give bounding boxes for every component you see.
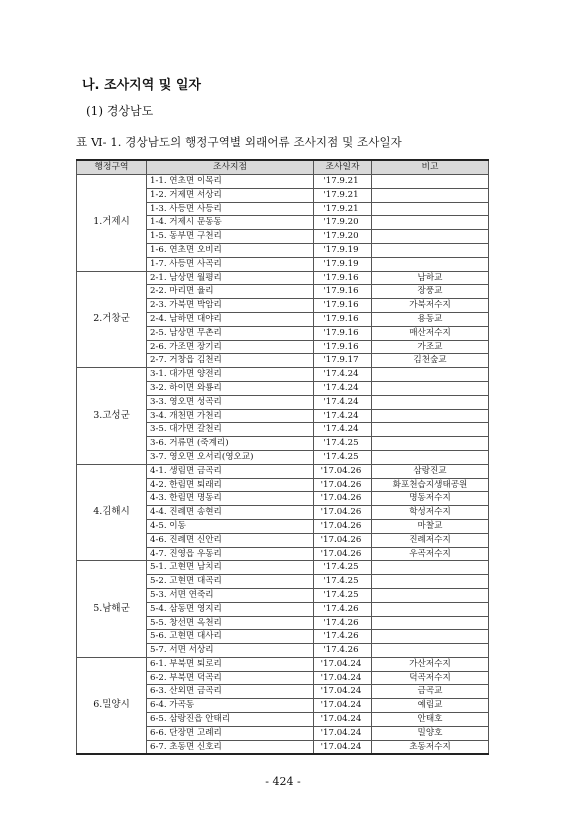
note-cell <box>372 230 489 244</box>
date-cell: '17.9.16 <box>314 299 372 313</box>
date-cell: '17.4.24 <box>314 423 372 437</box>
date-cell: '17.04.26 <box>314 464 372 478</box>
note-cell <box>372 437 489 451</box>
table-header-row <box>77 160 489 175</box>
site-cell: 3-3. 영오면 성곡리 <box>147 395 314 409</box>
date-cell: '17.04.24 <box>314 685 372 699</box>
date-cell: '17.9.17 <box>314 354 372 368</box>
site-cell: 2-3. 가북면 박암리 <box>147 299 314 313</box>
site-cell: 2-5. 남상면 무촌리 <box>147 326 314 340</box>
site-cell: 3-1. 대가면 양전리 <box>147 368 314 382</box>
note-cell <box>372 644 489 658</box>
date-cell: '17.04.24 <box>314 671 372 685</box>
date-cell: '17.4.24 <box>314 395 372 409</box>
date-cell: '17.4.25 <box>314 561 372 575</box>
site-cell: 6-5. 삼랑진읍 안태리 <box>147 713 314 727</box>
note-cell <box>372 409 489 423</box>
date-cell: '17.04.24 <box>314 657 372 671</box>
subsection-title: (1) 경상남도 <box>86 104 154 118</box>
header-note: 비고 <box>372 160 489 175</box>
note-cell <box>372 575 489 589</box>
note-cell: 가산저수지 <box>372 657 489 671</box>
header-date: 조사일자 <box>314 160 372 175</box>
survey-table <box>76 159 489 755</box>
date-cell: '17.4.26 <box>314 644 372 658</box>
region-cell: 2.거창군 <box>77 271 147 368</box>
site-cell: 3-7. 영오면 오서리(영오교) <box>147 450 314 464</box>
note-cell <box>372 450 489 464</box>
date-cell: '17.04.24 <box>314 726 372 740</box>
date-cell: '17.9.20 <box>314 216 372 230</box>
date-cell: '17.04.26 <box>314 547 372 561</box>
site-cell: 2-2. 마리면 율리 <box>147 285 314 299</box>
date-cell: '17.04.26 <box>314 478 372 492</box>
table-row <box>77 175 489 189</box>
note-cell <box>372 602 489 616</box>
date-cell: '17.04.26 <box>314 506 372 520</box>
date-cell: '17.4.24 <box>314 381 372 395</box>
date-cell: '17.04.24 <box>314 713 372 727</box>
note-cell: 덕곡저수지 <box>372 671 489 685</box>
header-site: 조사지점 <box>147 160 314 175</box>
site-cell: 6-3. 산외면 금곡리 <box>147 685 314 699</box>
date-cell: '17.9.21 <box>314 188 372 202</box>
date-cell: '17.9.19 <box>314 257 372 271</box>
site-cell: 5-3. 서면 연죽리 <box>147 588 314 602</box>
note-cell <box>372 588 489 602</box>
note-cell <box>372 395 489 409</box>
date-cell: '17.9.16 <box>314 326 372 340</box>
date-cell: '17.04.24 <box>314 740 372 754</box>
note-cell: 밀양호 <box>372 726 489 740</box>
note-cell <box>372 243 489 257</box>
site-cell: 2-4. 남하면 대야리 <box>147 312 314 326</box>
site-cell: 1-2. 거제면 서상리 <box>147 188 314 202</box>
note-cell <box>372 216 489 230</box>
site-cell: 3-4. 개천면 가천리 <box>147 409 314 423</box>
note-cell <box>372 630 489 644</box>
date-cell: '17.4.25 <box>314 437 372 451</box>
date-cell: '17.9.16 <box>314 285 372 299</box>
note-cell: 장풍교 <box>372 285 489 299</box>
table-body <box>77 175 489 755</box>
site-cell: 5-7. 서면 서상리 <box>147 644 314 658</box>
note-cell: 화포천습지생태공원 <box>372 478 489 492</box>
site-cell: 6-6. 단장면 고례리 <box>147 726 314 740</box>
date-cell: '17.04.26 <box>314 533 372 547</box>
note-cell <box>372 381 489 395</box>
note-cell <box>372 188 489 202</box>
date-cell: '17.4.26 <box>314 630 372 644</box>
site-cell: 6-7. 초동면 신호리 <box>147 740 314 754</box>
note-cell: 가조교 <box>372 340 489 354</box>
note-cell: 초동저수지 <box>372 740 489 754</box>
note-cell <box>372 561 489 575</box>
note-cell: 김천숲교 <box>372 354 489 368</box>
site-cell: 1-3. 사등면 사등리 <box>147 202 314 216</box>
region-cell: 4.김해시 <box>77 464 147 561</box>
region-cell: 5.남해군 <box>77 561 147 658</box>
date-cell: '17.9.21 <box>314 202 372 216</box>
note-cell <box>372 368 489 382</box>
site-cell: 1-6. 연초면 오비리 <box>147 243 314 257</box>
site-cell: 2-7. 거창읍 김천리 <box>147 354 314 368</box>
site-cell: 6-4. 가곡동 <box>147 699 314 713</box>
date-cell: '17.4.26 <box>314 602 372 616</box>
site-cell: 5-2. 고현면 대곡리 <box>147 575 314 589</box>
note-cell <box>372 202 489 216</box>
note-cell: 진례저수지 <box>372 533 489 547</box>
note-cell: 금곡교 <box>372 685 489 699</box>
site-cell: 5-6. 고현면 대사리 <box>147 630 314 644</box>
table-row <box>77 657 489 671</box>
site-cell: 2-1. 남상면 월평리 <box>147 271 314 285</box>
table-row <box>77 271 489 285</box>
note-cell: 매산저수지 <box>372 326 489 340</box>
date-cell: '17.4.25 <box>314 588 372 602</box>
date-cell: '17.9.16 <box>314 340 372 354</box>
region-cell: 1.거제시 <box>77 175 147 272</box>
date-cell: '17.04.26 <box>314 519 372 533</box>
date-cell: '17.9.20 <box>314 230 372 244</box>
date-cell: '17.4.25 <box>314 450 372 464</box>
site-cell: 4-2. 한림면 퇴래리 <box>147 478 314 492</box>
site-cell: 1-1. 연초면 이목리 <box>147 175 314 189</box>
site-cell: 4-7. 진영읍 우동리 <box>147 547 314 561</box>
site-cell: 4-5. 이동 <box>147 519 314 533</box>
date-cell: '17.9.21 <box>314 175 372 189</box>
site-cell: 6-1. 부북면 퇴로리 <box>147 657 314 671</box>
note-cell <box>372 616 489 630</box>
page-number: - 424 - <box>265 775 301 788</box>
date-cell: '17.04.24 <box>314 699 372 713</box>
note-cell: 가북저수지 <box>372 299 489 313</box>
date-cell: '17.9.19 <box>314 243 372 257</box>
site-cell: 4-3. 한림면 명동리 <box>147 492 314 506</box>
region-cell: 6.밀양시 <box>77 657 147 754</box>
region-cell: 3.고성군 <box>77 368 147 465</box>
site-cell: 4-1. 생림면 금곡리 <box>147 464 314 478</box>
note-cell: 삼랑진교 <box>372 464 489 478</box>
site-cell: 6-2. 부북면 덕곡리 <box>147 671 314 685</box>
note-cell: 학성저수지 <box>372 506 489 520</box>
note-cell: 마찰교 <box>372 519 489 533</box>
table-row <box>77 464 489 478</box>
note-cell <box>372 175 489 189</box>
site-cell: 3-6. 거류면 (죽계리) <box>147 437 314 451</box>
site-cell: 4-4. 진례면 송현리 <box>147 506 314 520</box>
note-cell: 용동교 <box>372 312 489 326</box>
site-cell: 1-5. 동부면 구천리 <box>147 230 314 244</box>
date-cell: '17.4.24 <box>314 368 372 382</box>
site-cell: 2-6. 가조면 장기리 <box>147 340 314 354</box>
site-cell: 5-5. 창선면 옥천리 <box>147 616 314 630</box>
note-cell: 예림교 <box>372 699 489 713</box>
note-cell: 남하교 <box>372 271 489 285</box>
section-title: 나. 조사지역 및 일자 <box>82 78 201 93</box>
table-row <box>77 368 489 382</box>
site-cell: 5-1. 고현면 남치리 <box>147 561 314 575</box>
table-row <box>77 561 489 575</box>
date-cell: '17.04.26 <box>314 492 372 506</box>
note-cell <box>372 423 489 437</box>
header-region: 행정구역 <box>77 160 147 175</box>
site-cell: 3-5. 대가면 갈천리 <box>147 423 314 437</box>
site-cell: 4-6. 진례면 신안리 <box>147 533 314 547</box>
date-cell: '17.9.16 <box>314 312 372 326</box>
date-cell: '17.9.16 <box>314 271 372 285</box>
site-cell: 1-7. 사등면 사곡리 <box>147 257 314 271</box>
table-caption: 표 Ⅵ- 1. 경상남도의 행정구역별 외래어류 조사지점 및 조사일자 <box>76 135 402 149</box>
date-cell: '17.4.25 <box>314 575 372 589</box>
date-cell: '17.4.24 <box>314 409 372 423</box>
note-cell: 명동저수지 <box>372 492 489 506</box>
note-cell: 우곡저수지 <box>372 547 489 561</box>
note-cell: 안태호 <box>372 713 489 727</box>
date-cell: '17.4.26 <box>314 616 372 630</box>
site-cell: 5-4. 삼동면 영지리 <box>147 602 314 616</box>
site-cell: 3-2. 하이면 와룡리 <box>147 381 314 395</box>
site-cell: 1-4. 거제시 문동동 <box>147 216 314 230</box>
note-cell <box>372 257 489 271</box>
